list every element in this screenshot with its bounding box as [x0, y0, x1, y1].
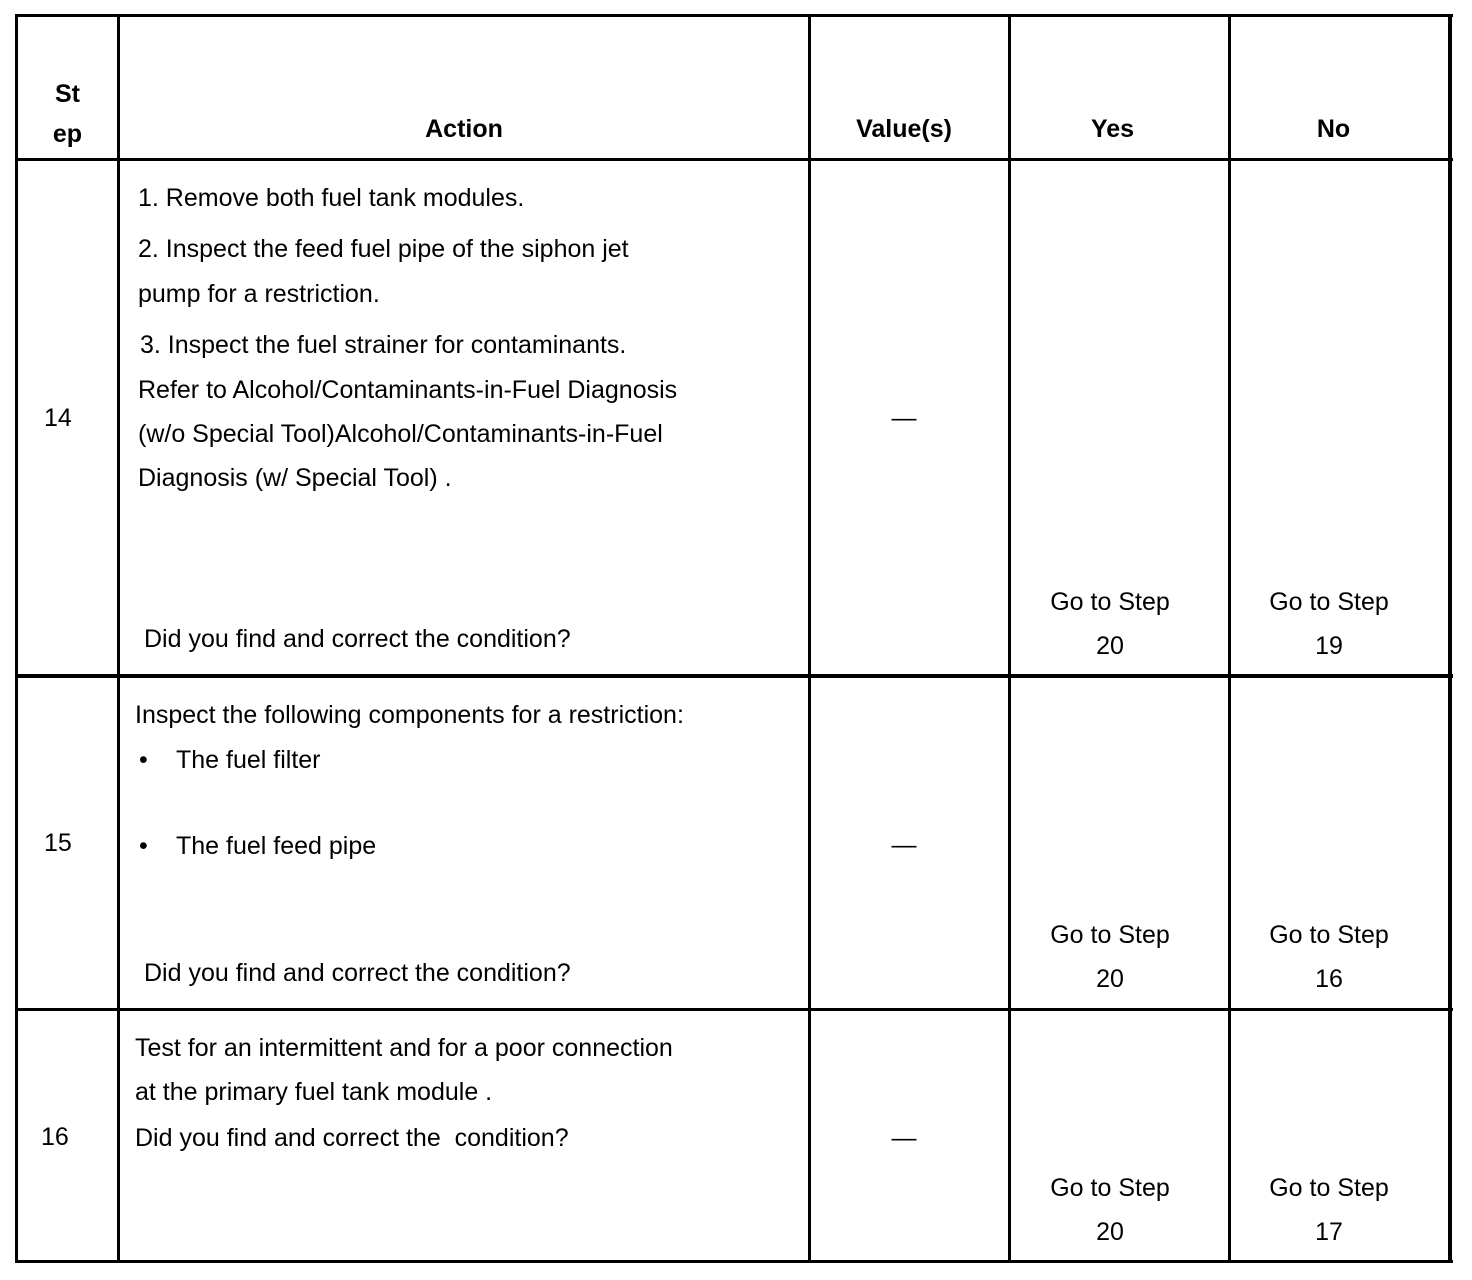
step-number: 16: [41, 1123, 69, 1151]
action-item-3-cont: (w/o Special Tool)Alcohol/Contaminants-in-Fuel: [138, 420, 663, 448]
row-14-bottom-rule: [15, 674, 1453, 678]
action-item-1: 1. Remove both fuel tank modules.: [138, 184, 525, 212]
header-step: St ep: [52, 80, 83, 148]
action-item-3: 3. Inspect the fuel strainer for contaminants.: [140, 331, 627, 359]
header-action: Action: [425, 115, 503, 143]
header-bottom-rule: [15, 158, 1453, 161]
action-question: Did you find and correct the condition?: [144, 959, 571, 987]
header-values: Value(s): [856, 115, 952, 143]
action-intro: Inspect the following components for a restriction:: [135, 701, 684, 729]
value-cell: —: [891, 1124, 917, 1152]
table-border-top: [15, 14, 1453, 17]
row-15-bottom-rule: [15, 1008, 1453, 1011]
action-item-3-cont: Refer to Alcohol/Contaminants-in-Fuel Diagnosis: [138, 376, 678, 404]
action-item-2: 2. Inspect the feed fuel pipe of the siphon jet: [138, 235, 629, 263]
step-number: 14: [44, 404, 72, 432]
action-line-1: Test for an intermittent and for a poor connection: [135, 1034, 673, 1062]
value-cell: —: [891, 831, 917, 859]
action-line-2: at the primary fuel tank module .: [135, 1078, 493, 1106]
table-border-left: [15, 14, 18, 1263]
yes-target: Go to Step 20: [1050, 588, 1170, 660]
bullet-icon: •: [139, 832, 148, 860]
value-cell: —: [891, 404, 917, 432]
no-target: Go to Step 16: [1269, 921, 1389, 993]
col-rule-step-action: [117, 14, 120, 1263]
table-border-bottom: [15, 1260, 1453, 1263]
no-target: Go to Step 17: [1269, 1174, 1389, 1246]
action-item-2-cont: pump for a restriction.: [138, 280, 380, 308]
action-item-3-cont: Diagnosis (w/ Special Tool) .: [138, 464, 452, 492]
no-target: Go to Step 19: [1269, 588, 1389, 660]
col-rule-action-value: [808, 14, 811, 1263]
action-bullet-2: The fuel feed pipe: [176, 832, 377, 860]
action-question: Did you find and correct the condition?: [144, 625, 571, 653]
yes-target: Go to Step 20: [1050, 1174, 1170, 1246]
header-yes: Yes: [1090, 115, 1135, 143]
header-no: No: [1316, 115, 1351, 143]
action-bullet-1: The fuel filter: [176, 746, 321, 774]
bullet-icon: •: [139, 746, 148, 774]
yes-target: Go to Step 20: [1050, 921, 1170, 993]
action-question: Did you find and correct the condition?: [135, 1124, 569, 1152]
table-border-right: [1448, 14, 1452, 1263]
step-number: 15: [44, 829, 72, 857]
